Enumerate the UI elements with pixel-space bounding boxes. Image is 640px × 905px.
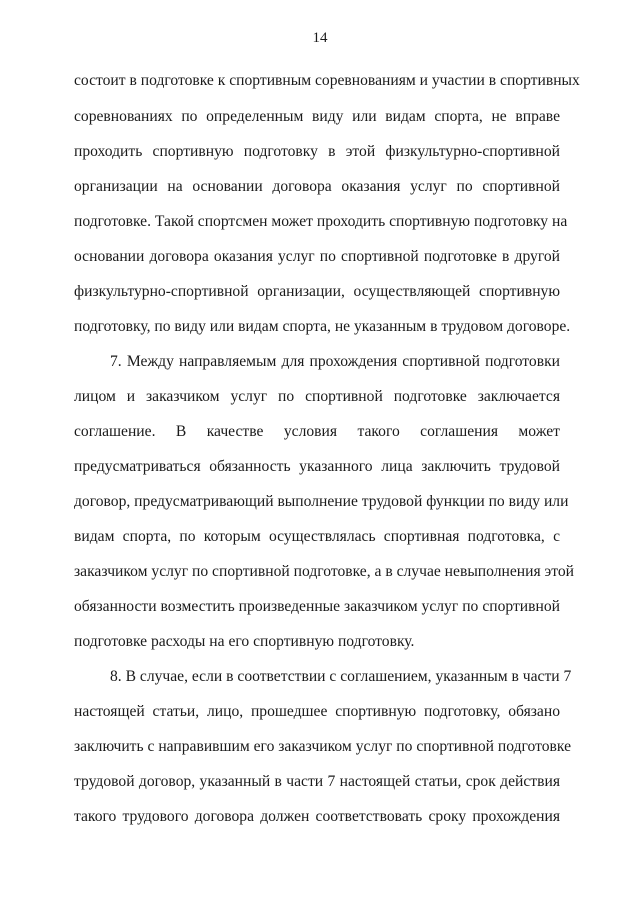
text-line: соревнованиях по определенным виду или видам спорта, не вправе [74, 108, 560, 125]
paragraph-7-first-line: 7. Между направляемым для прохождения спортивной подготовки [110, 353, 560, 370]
text-line: подготовке расходы на его спортивную подготовку. [74, 633, 415, 650]
text-line: заключить с направившим его заказчиком услуг по спортивной подготовке [74, 738, 571, 755]
text-line: предусматриваться обязанность указанного лица заключить трудовой [74, 458, 560, 475]
page-number: 14 [312, 30, 328, 46]
text-line: обязанности возместить произведенные заказчиком услуг по спортивной [74, 598, 560, 615]
text-line: соглашение. В качестве условия такого соглашения может [74, 423, 560, 440]
text-line: состоит в подготовке к спортивным соревнованиям и участии в спортивных [74, 72, 580, 89]
text-line: договор, предусматривающий выполнение трудовой функции по виду или [74, 493, 569, 510]
text-line: трудовой договор, указанный в части 7 настоящей статьи, срок действия [74, 773, 560, 790]
text-line: такого трудового договора должен соответствовать сроку прохождения [74, 808, 560, 825]
text-line: проходить спортивную подготовку в этой физкультурно-спортивной [74, 143, 560, 160]
text-line: настоящей статьи, лицо, прошедшее спортивную подготовку, обязано [74, 703, 560, 720]
paragraph-8-first-line: 8. В случае, если в соответствии с соглашением, указанным в части 7 [110, 668, 572, 685]
text-line: подготовку, по виду или видам спорта, не указанным в трудовом договоре. [74, 318, 571, 335]
text-line: видам спорта, по которым осуществлялась спортивная подготовка, с [74, 528, 560, 545]
text-line: организации на основании договора оказания услуг по спортивной [74, 178, 560, 195]
text-line: заказчиком услуг по спортивной подготовке, а в случае невыполнения этой [74, 563, 574, 580]
text-line: основании договора оказания услуг по спортивной подготовке в другой [74, 248, 560, 265]
text-line: физкультурно-спортивной организации, осуществляющей спортивную [74, 283, 560, 300]
text-line: подготовке. Такой спортсмен может проходить спортивную подготовку на [74, 213, 568, 230]
text-line: лицом и заказчиком услуг по спортивной подготовке заключается [74, 388, 560, 405]
